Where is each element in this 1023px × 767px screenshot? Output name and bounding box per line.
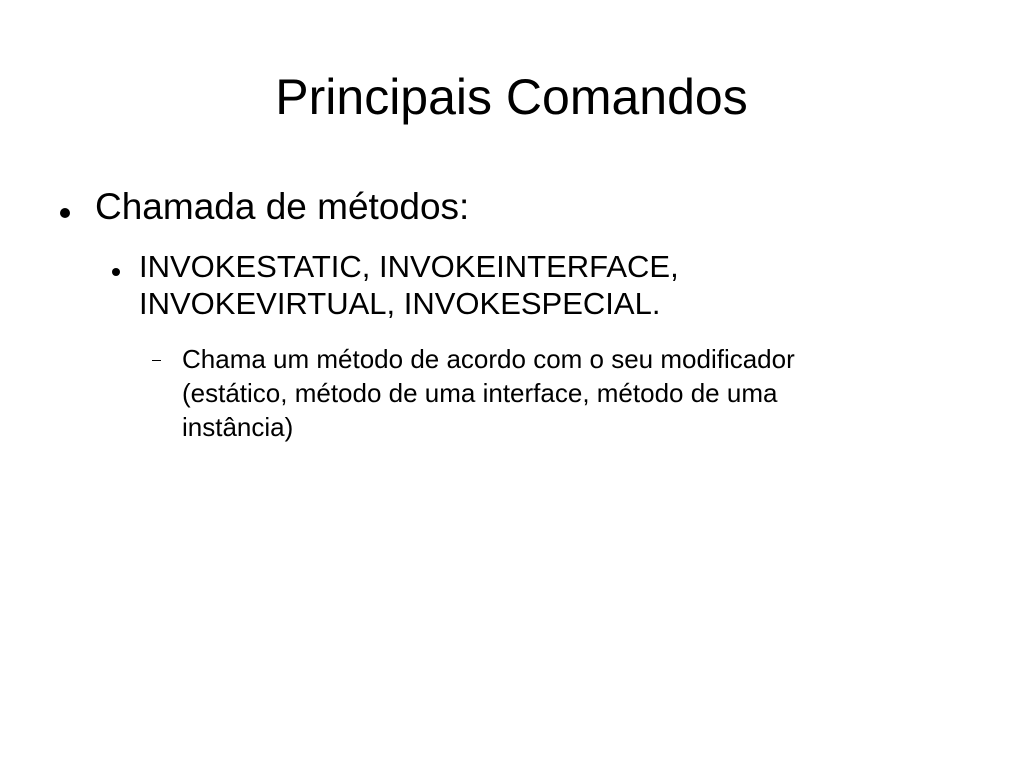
bullet-line: Chama um método de acordo com o seu modificador	[182, 344, 795, 374]
bullet-text	[182, 342, 795, 444]
bullet-text	[139, 248, 679, 322]
bullet-dot-icon	[112, 268, 120, 276]
bullet-line: INVOKEVIRTUAL, INVOKESPECIAL.	[139, 286, 661, 321]
bullet-line: instância)	[182, 412, 294, 442]
bullet-line: (estático, método de uma interface, método de uma	[182, 378, 778, 408]
bullet-dash-icon	[152, 360, 161, 361]
bullet-line: INVOKESTATIC, INVOKEINTERFACE,	[139, 249, 679, 284]
bullet-text: Chamada de métodos:	[95, 186, 470, 227]
bullet-dot-icon	[60, 208, 70, 218]
slide-title: Principais Comandos	[275, 69, 748, 125]
